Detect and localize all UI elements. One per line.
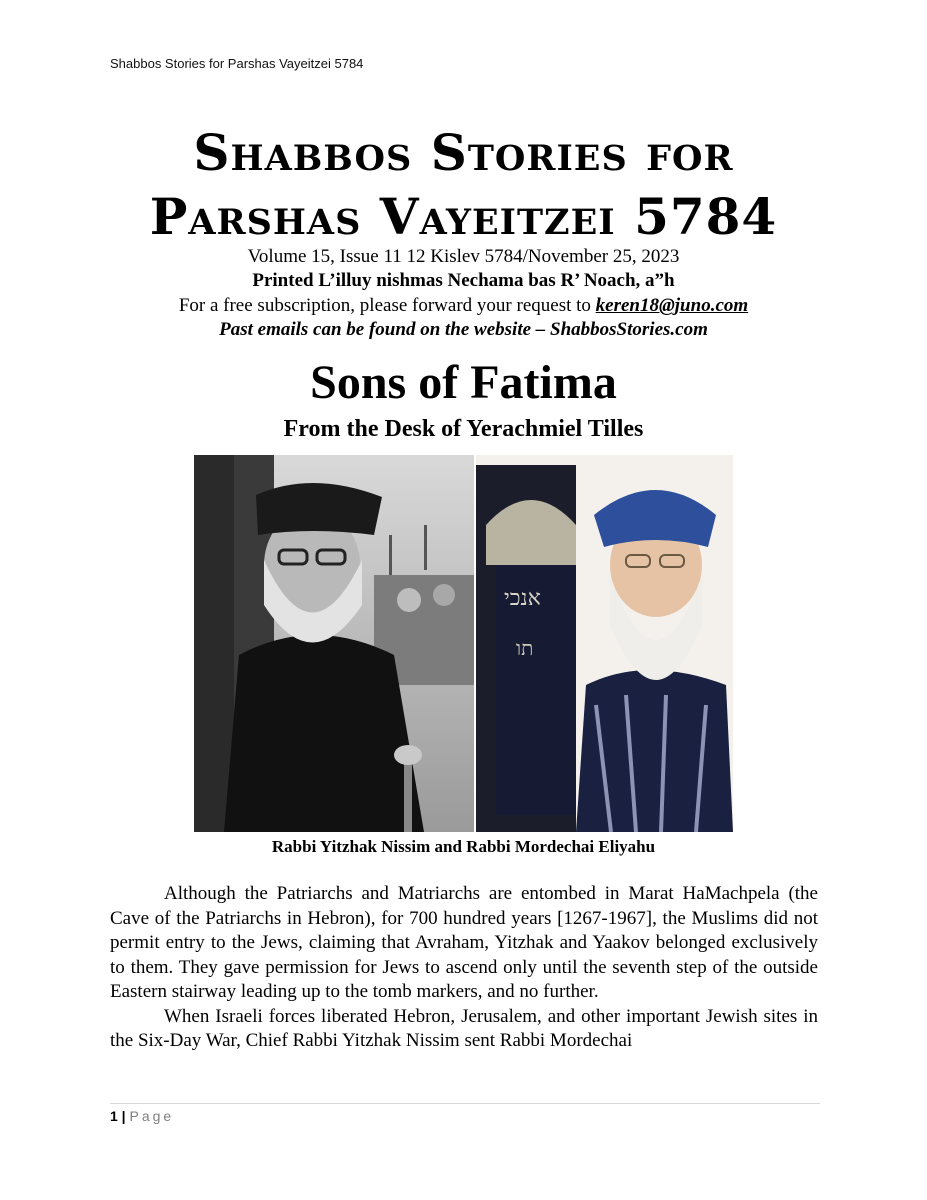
page-footer xyxy=(110,1108,174,1124)
article-title: Sons of Fatima xyxy=(310,356,617,409)
email-link[interactable]: keren18@juno.com xyxy=(595,295,749,316)
svg-text:תו: תו xyxy=(516,636,534,660)
page-label: Page xyxy=(129,1108,175,1124)
subscription-line xyxy=(0,294,927,318)
past-emails-line: Past emails can be found on the website – ShabbosStories.com xyxy=(219,319,708,340)
article-paragraph: Although the Patriarchs and Matriarchs are entombed in Marat HaMachpela (the Cave of the Patriarchs in Hebron), for 700 hundred years [1267-1967], the Muslims did not permit entry to the Jews, claiming that Avraham, Yitzhak and Yaakov belonged exclusively to them. They gave permission for Jews to ascend only until the seventh step of the outside Eastern stairway leading up to the tomb markers, and no further. xyxy=(110,883,818,1002)
footer-separator: | xyxy=(117,1108,130,1124)
photo-rabbi-nissim xyxy=(194,455,474,832)
dedication-line: Printed L’illuy nishmas Nechama bas R’ Noach, a”h xyxy=(252,270,675,291)
masthead-line-2: Parshas Vayeitzei 5784 xyxy=(149,187,778,246)
issue-line: Volume 15, Issue 11 12 Kislev 5784/November 25, 2023 xyxy=(247,246,680,267)
photo-caption: Rabbi Yitzhak Nissim and Rabbi Mordechai Eliyahu xyxy=(271,837,656,856)
footer-divider xyxy=(110,1103,820,1104)
page-number: 1 xyxy=(110,1108,118,1124)
running-header: Shabbos Stories for Parshas Vayeitzei 5784 xyxy=(110,56,364,71)
article-paragraph: When Israeli forces liberated Hebron, Jerusalem, and other important Jewish sites in the Six-Day War, Chief Rabbi Yitzhak Nissim sent Rabbi Mordechai xyxy=(110,1005,818,1051)
photo-rabbi-eliyahu xyxy=(476,455,733,832)
masthead-line-1: Shabbos Stories for xyxy=(193,123,734,182)
article-body xyxy=(110,882,818,1054)
article-subtitle: From the Desk of Yerachmiel Tilles xyxy=(283,416,644,442)
subscription-text: For a free subscription, please forward your request to xyxy=(178,295,596,316)
svg-text:אנכי: אנכי xyxy=(504,586,541,611)
